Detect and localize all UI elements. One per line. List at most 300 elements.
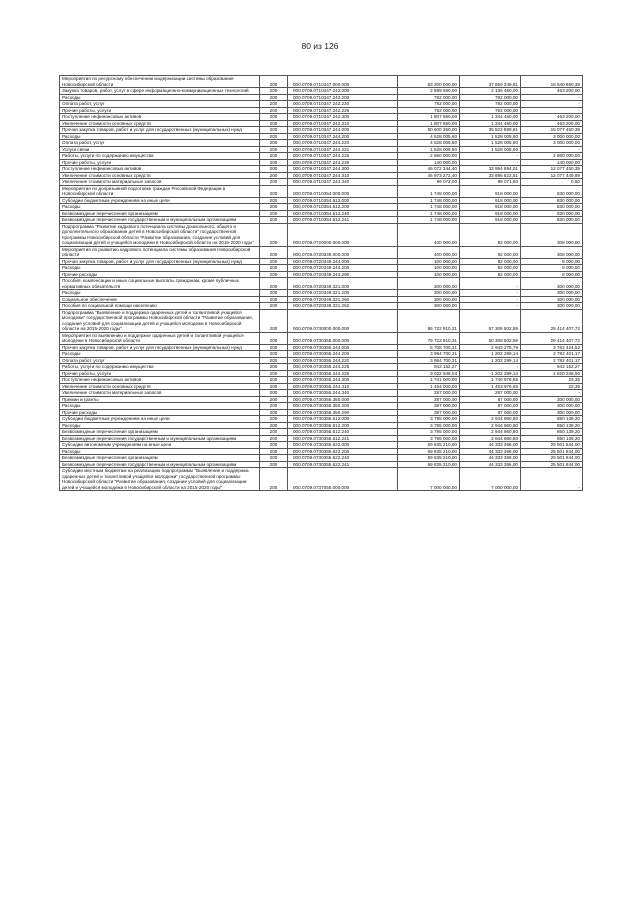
- row-approved-cell: 1 741 000,00: [398, 377, 460, 384]
- row-unexecuted-cell: 2 860 000,00: [521, 153, 583, 160]
- row-approved-cell: 79 722 910,31: [398, 332, 460, 344]
- row-classification-code-cell: 000.0709.0730355.244.220: [288, 357, 398, 364]
- row-classification-code-cell: 000.0709.0720349.321.200: [288, 290, 398, 297]
- row-classification-code-cell: 000.0709.0720000.000.000: [288, 223, 398, 246]
- row-name-cell: Расходы: [60, 204, 260, 211]
- row-classification-code-cell: 000.0709.0730355.244.340: [288, 390, 398, 397]
- row-name-cell: Безвозмездные перечисления государственным и муниципальным организациям: [60, 435, 260, 442]
- table-row: [60, 442, 583, 449]
- row-approved-cell: 69 835 210,00: [398, 455, 460, 462]
- row-executed-cell: 1 740 976,65: [460, 377, 521, 384]
- row-executed-cell: 918 000,00: [460, 197, 521, 204]
- row-classification-code-cell: 000.0709.0710354.612.241: [288, 217, 398, 224]
- table-row: [60, 76, 583, 88]
- row-line-code-cell: 200: [260, 172, 288, 179]
- table-row: [60, 172, 583, 179]
- table-row: [60, 383, 583, 390]
- row-unexecuted-cell: 23,35: [521, 383, 583, 390]
- row-approved-cell: 69 835 210,00: [398, 442, 460, 449]
- row-classification-code-cell: 000.0709.0710347.000.000: [288, 76, 398, 88]
- row-line-code-cell: 200: [260, 435, 288, 442]
- row-executed-cell: 44 333 366,00: [460, 448, 521, 455]
- row-executed-cell: 1 344 450,00: [460, 120, 521, 127]
- row-executed-cell: 33 895 822,51: [460, 172, 521, 179]
- row-name-cell: Мероприятия по выявлению и поддержке одаренных детей и талантливой учащейся молодежи в Новосибирской области: [60, 332, 260, 344]
- row-name-cell: Подпрограмма "Развитие кадрового потенциала системы дошкольного, общего и дополнительного образования детей в Новосибирской области" государственной программы Новосибирской области "Развитие образования, создание условий для социализации детей и учащейся молодежи в Новосибирской области на 2015-2020 годы": [60, 223, 260, 246]
- row-approved-cell: 4 528 005,60: [398, 133, 460, 140]
- row-unexecuted-cell: 300 000,00: [521, 303, 583, 310]
- table-row: [60, 455, 583, 462]
- row-line-code-cell: 200: [260, 246, 288, 258]
- row-approved-cell: 53 200 000,00: [398, 76, 460, 88]
- row-unexecuted-cell: 15 540 650,39: [521, 76, 583, 88]
- row-line-code-cell: 200: [260, 278, 288, 290]
- row-line-code-cell: 200: [260, 296, 288, 303]
- row-executed-cell: -: [460, 303, 521, 310]
- row-classification-code-cell: 000.0709.0720349.321.262: [288, 303, 398, 310]
- row-name-cell: Субсидии бюджетным учреждениям на иные цели: [60, 197, 260, 204]
- row-executed-cell: 35 522 899,61: [460, 127, 521, 134]
- row-approved-cell: 300 000,00: [398, 296, 460, 303]
- row-classification-code-cell: 000.0709.0710347.242.220: [288, 101, 398, 108]
- row-line-code-cell: 200: [260, 88, 288, 95]
- row-classification-code-cell: 000.0709.0710347.244.220: [288, 140, 398, 147]
- row-line-code-cell: 200: [260, 204, 288, 211]
- row-unexecuted-cell: 300 000,00: [521, 296, 583, 303]
- row-approved-cell: 86 722 910,31: [398, 309, 460, 332]
- row-unexecuted-cell: 29 414 407,72: [521, 332, 583, 344]
- row-line-code-cell: 200: [260, 383, 288, 390]
- row-classification-code-cell: 000.0709.0730355.612.000: [288, 416, 398, 423]
- row-executed-cell: -: [460, 290, 521, 297]
- row-name-cell: Прочие работы, услуги: [60, 107, 260, 114]
- row-classification-code-cell: 000.0709.0730355.622.200: [288, 448, 398, 455]
- row-classification-code-cell: 000.0709.0720349.000.000: [288, 246, 398, 258]
- row-line-code-cell: 200: [260, 370, 288, 377]
- table-row: [60, 114, 583, 121]
- row-approved-cell: 5 705 700,31: [398, 344, 460, 351]
- row-approved-cell: 792 000,00: [398, 101, 460, 108]
- row-name-cell: Прочая закупка товаров, работ и услуг для государственных (муниципальных) нужд: [60, 344, 260, 351]
- row-classification-code-cell: 000.0709.0710347.244.300: [288, 166, 398, 173]
- row-line-code-cell: 200: [260, 179, 288, 186]
- row-line-code-cell: 200: [260, 422, 288, 429]
- row-name-cell: Субсидии автономным учреждениям на иные цели: [60, 442, 260, 449]
- row-classification-code-cell: 000.0709.0710354.612.200: [288, 204, 398, 211]
- row-executed-cell: -: [460, 153, 521, 160]
- table-row: [60, 127, 583, 134]
- row-name-cell: Премии и гранты: [60, 396, 260, 403]
- table-row: [60, 429, 583, 436]
- row-approved-cell: 100 000,00: [398, 271, 460, 278]
- row-classification-code-cell: 000.0709.0710347.242.300: [288, 114, 398, 121]
- row-unexecuted-cell: 308 000,00: [521, 246, 583, 258]
- row-unexecuted-cell: 830 000,00: [521, 217, 583, 224]
- table-row: [60, 88, 583, 95]
- row-classification-code-cell: 000.0709.0730355.350.290: [288, 409, 398, 416]
- row-executed-cell: 1 453 976,65: [460, 383, 521, 390]
- table-row: [60, 166, 583, 173]
- row-name-cell: Мероприятия по развитию кадрового потенциала системы образования Новосибирской области: [60, 246, 260, 258]
- table-row: [60, 377, 583, 384]
- table-row: [60, 223, 583, 246]
- row-classification-code-cell: 000.0709.0710347.244.000: [288, 127, 398, 134]
- row-unexecuted-cell: 23,35: [521, 377, 583, 384]
- table-row: [60, 246, 583, 258]
- row-line-code-cell: 200: [260, 127, 288, 134]
- row-classification-code-cell: 000.0709.0730355.612.241: [288, 435, 398, 442]
- row-executed-cell: 1 528 005,60: [460, 146, 521, 153]
- table-row: [60, 120, 583, 127]
- row-executed-cell: 92 000,00: [460, 223, 521, 246]
- table-row: [60, 468, 583, 491]
- row-unexecuted-cell: 25 501 844,00: [521, 442, 583, 449]
- row-name-cell: Прочие расходы: [60, 271, 260, 278]
- table-row: [60, 332, 583, 344]
- row-unexecuted-cell: 300 000,00: [521, 409, 583, 416]
- row-line-code-cell: 200: [260, 344, 288, 351]
- row-line-code-cell: 200: [260, 133, 288, 140]
- row-unexecuted-cell: 0,50: [521, 179, 583, 186]
- row-unexecuted-cell: 8 000,00: [521, 271, 583, 278]
- table-row: [60, 344, 583, 351]
- row-approved-cell: 3 984 700,31: [398, 351, 460, 358]
- row-approved-cell: 300 000,00: [398, 278, 460, 290]
- row-unexecuted-cell: 3 000 000,00: [521, 133, 583, 140]
- row-name-cell: Оплата работ, услуг: [60, 140, 260, 147]
- row-line-code-cell: 200: [260, 461, 288, 468]
- row-line-code-cell: 200: [260, 390, 288, 397]
- row-unexecuted-cell: -: [521, 146, 583, 153]
- row-executed-cell: 792 000,00: [460, 107, 521, 114]
- row-executed-cell: 92 000,00: [460, 271, 521, 278]
- row-unexecuted-cell: 15 077 450,39: [521, 127, 583, 134]
- row-unexecuted-cell: 850 139,20: [521, 435, 583, 442]
- row-line-code-cell: 200: [260, 448, 288, 455]
- row-unexecuted-cell: 8 000,00: [521, 265, 583, 272]
- row-executed-cell: 2 136 450,00: [460, 88, 521, 95]
- row-name-cell: Услуги связи: [60, 146, 260, 153]
- row-unexecuted-cell: 2 762 424,52: [521, 344, 583, 351]
- row-executed-cell: 2 943 275,79: [460, 344, 521, 351]
- row-line-code-cell: 200: [260, 101, 288, 108]
- row-name-cell: Увеличение стоимости материальных запасов: [60, 179, 260, 186]
- row-executed-cell: 1 202 299,14: [460, 351, 521, 358]
- row-approved-cell: 792 000,00: [398, 107, 460, 114]
- row-executed-cell: 87 000,00: [460, 396, 521, 403]
- row-approved-cell: 400 000,00: [398, 246, 460, 258]
- row-approved-cell: 387 000,00: [398, 409, 460, 416]
- row-unexecuted-cell: 308 000,00: [521, 223, 583, 246]
- row-line-code-cell: 200: [260, 309, 288, 332]
- table-row: [60, 416, 583, 423]
- row-executed-cell: 2 944 860,80: [460, 422, 521, 429]
- row-name-cell: Расходы: [60, 290, 260, 297]
- row-line-code-cell: 200: [260, 120, 288, 127]
- row-executed-cell: 287 000,00: [460, 390, 521, 397]
- row-executed-cell: -: [460, 278, 521, 290]
- row-line-code-cell: 200: [260, 217, 288, 224]
- row-name-cell: Расходы: [60, 133, 260, 140]
- table-row: [60, 217, 583, 224]
- row-executed-cell: 918 000,00: [460, 204, 521, 211]
- row-name-cell: Расходы: [60, 351, 260, 358]
- row-approved-cell: 7 000 000,00: [398, 468, 460, 491]
- row-unexecuted-cell: 463 200,00: [521, 120, 583, 127]
- row-executed-cell: 1 202 299,14: [460, 357, 521, 364]
- row-executed-cell: 2 944 860,80: [460, 429, 521, 436]
- row-classification-code-cell: 000.0709.0730355.612.200: [288, 422, 398, 429]
- row-classification-code-cell: 000.0709.0710347.242.310: [288, 120, 398, 127]
- row-line-code-cell: 200: [260, 197, 288, 204]
- row-executed-cell: 918 000,00: [460, 217, 521, 224]
- row-executed-cell: 33 994 894,01: [460, 166, 521, 173]
- row-line-code-cell: 200: [260, 94, 288, 101]
- row-approved-cell: 400 000,00: [398, 223, 460, 246]
- row-approved-cell: 99 072,00: [398, 179, 460, 186]
- row-executed-cell: 1 202 299,14: [460, 370, 521, 377]
- row-name-cell: Безвозмездные перечисления государственным и муниципальным организациям: [60, 461, 260, 468]
- row-classification-code-cell: 000.0709.0710354.612.000: [288, 197, 398, 204]
- row-name-cell: Расходы: [60, 448, 260, 455]
- row-unexecuted-cell: 830 000,00: [521, 210, 583, 217]
- row-name-cell: Безвозмездные перечисления государственным и муниципальным организациям: [60, 217, 260, 224]
- row-name-cell: Расходы: [60, 94, 260, 101]
- row-name-cell: Оплата работ, услуг: [60, 101, 260, 108]
- row-line-code-cell: 200: [260, 146, 288, 153]
- row-approved-cell: 140 000,00: [398, 159, 460, 166]
- row-classification-code-cell: 000.0709.0730355.622.240: [288, 455, 398, 462]
- row-unexecuted-cell: 850 139,20: [521, 416, 583, 423]
- row-classification-code-cell: 000.0709.0720349.321.000: [288, 278, 398, 290]
- row-unexecuted-cell: -: [521, 468, 583, 491]
- row-approved-cell: 100 000,00: [398, 265, 460, 272]
- row-classification-code-cell: 000.0709.0710347.244.225: [288, 153, 398, 160]
- row-unexecuted-cell: 300 000,00: [521, 278, 583, 290]
- row-unexecuted-cell: 300 000,00: [521, 396, 583, 403]
- row-name-cell: Прочие работы, услуги: [60, 159, 260, 166]
- row-unexecuted-cell: -: [521, 101, 583, 108]
- row-line-code-cell: 200: [260, 403, 288, 410]
- row-line-code-cell: 200: [260, 416, 288, 423]
- row-approved-cell: 1 748 000,00: [398, 217, 460, 224]
- row-approved-cell: 1 807 650,00: [398, 114, 460, 121]
- row-name-cell: Увеличение стоимости основных средств: [60, 383, 260, 390]
- table-row: [60, 461, 583, 468]
- row-executed-cell: 57 308 502,59: [460, 309, 521, 332]
- row-line-code-cell: 200: [260, 159, 288, 166]
- row-name-cell: Социальное обеспечение: [60, 296, 260, 303]
- row-unexecuted-cell: 1 820 248,90: [521, 370, 583, 377]
- row-unexecuted-cell: 25 501 844,00: [521, 455, 583, 462]
- row-approved-cell: 1 528 005,60: [398, 146, 460, 153]
- row-executed-cell: 87 000,00: [460, 403, 521, 410]
- row-line-code-cell: 200: [260, 265, 288, 272]
- row-classification-code-cell: 000.0709.0720349.321.260: [288, 296, 398, 303]
- row-approved-cell: 1 748 000,00: [398, 197, 460, 204]
- row-classification-code-cell: 000.0709.0710354.612.240: [288, 210, 398, 217]
- row-unexecuted-cell: 25 501 844,00: [521, 448, 583, 455]
- row-approved-cell: 46 072 344,40: [398, 166, 460, 173]
- row-line-code-cell: 200: [260, 185, 288, 197]
- row-executed-cell: 50 308 502,59: [460, 332, 521, 344]
- row-executed-cell: 2 944 860,80: [460, 416, 521, 423]
- row-line-code-cell: 200: [260, 303, 288, 310]
- row-classification-code-cell: 000.0709.0730355.612.240: [288, 429, 398, 436]
- row-classification-code-cell: 000.0709.0710347.244.221: [288, 146, 398, 153]
- row-name-cell: Безвозмездные перечисления организациям: [60, 210, 260, 217]
- row-name-cell: Мероприятия по допризывной подготовке граждан Российской Федерации в Новосибирской области: [60, 185, 260, 197]
- row-approved-cell: 100 000,00: [398, 258, 460, 265]
- row-name-cell: Увеличение стоимости основных средств: [60, 120, 260, 127]
- row-name-cell: Субсидии бюджетным учреждениям на иные цели: [60, 416, 260, 423]
- budget-table-body: [60, 76, 583, 491]
- row-classification-code-cell: 000.0709.0737055.000.000: [288, 468, 398, 491]
- row-line-code-cell: 200: [260, 76, 288, 88]
- row-classification-code-cell: 000.0709.0720349.244.000: [288, 258, 398, 265]
- row-classification-code-cell: 000.0709.0710347.244.340: [288, 179, 398, 186]
- row-line-code-cell: 200: [260, 357, 288, 364]
- table-row: [60, 210, 583, 217]
- row-approved-cell: 3 984 700,31: [398, 357, 460, 364]
- row-classification-code-cell: 000.0709.0730355.244.225: [288, 364, 398, 371]
- row-unexecuted-cell: 3 000 000,00: [521, 140, 583, 147]
- row-name-cell: Оплата работ, услуг: [60, 357, 260, 364]
- row-approved-cell: 300 000,00: [398, 290, 460, 297]
- row-approved-cell: 50 600 350,00: [398, 127, 460, 134]
- row-name-cell: Подпрограмма "Выявление и поддержка одаренных детей и талантливой учащейся молодежи" государственной программы Новосибирской области "Развитие образования, создание условий для социализации детей и учащейся молодежи в Новосибирской области на 2015-2020 годы": [60, 309, 260, 332]
- budget-table: [59, 75, 583, 491]
- row-executed-cell: 7 000 000,00: [460, 468, 521, 491]
- row-name-cell: Закупка товаров, работ, услуг в сфере информационно-коммуникационных технологий: [60, 88, 260, 95]
- row-name-cell: Расходы: [60, 265, 260, 272]
- row-approved-cell: 1 748 000,00: [398, 204, 460, 211]
- row-executed-cell: 1 344 450,00: [460, 114, 521, 121]
- row-approved-cell: 3 795 000,00: [398, 435, 460, 442]
- row-executed-cell: -: [460, 296, 521, 303]
- row-unexecuted-cell: 463 200,00: [521, 114, 583, 121]
- table-row: [60, 179, 583, 186]
- row-unexecuted-cell: 2 782 401,17: [521, 357, 583, 364]
- row-line-code-cell: 200: [260, 332, 288, 344]
- row-executed-cell: 792 000,00: [460, 101, 521, 108]
- row-executed-cell: 2 944 860,80: [460, 435, 521, 442]
- row-classification-code-cell: 000.0709.0730355.244.310: [288, 383, 398, 390]
- row-approved-cell: 792 000,00: [398, 94, 460, 101]
- table-row: [60, 185, 583, 197]
- row-approved-cell: 2 860 000,00: [398, 153, 460, 160]
- row-name-cell: Работы, услуги по содержанию имущества: [60, 153, 260, 160]
- row-line-code-cell: 200: [260, 377, 288, 384]
- row-classification-code-cell: 000.0709.0730355.244.300: [288, 377, 398, 384]
- row-unexecuted-cell: 850 139,20: [521, 422, 583, 429]
- row-name-cell: Работы, услуги по содержанию имущества: [60, 364, 260, 371]
- row-line-code-cell: 200: [260, 153, 288, 160]
- row-classification-code-cell: 000.0709.0720349.244.290: [288, 271, 398, 278]
- row-name-cell: Расходы: [60, 422, 260, 429]
- row-executed-cell: 44 333 366,00: [460, 461, 521, 468]
- row-approved-cell: 3 795 000,00: [398, 422, 460, 429]
- row-classification-code-cell: 000.0709.0730355.350.000: [288, 396, 398, 403]
- row-classification-code-cell: 000.0709.0730355.244.000: [288, 344, 398, 351]
- row-line-code-cell: 200: [260, 429, 288, 436]
- row-line-code-cell: 200: [260, 364, 288, 371]
- table-row: [60, 258, 583, 265]
- row-line-code-cell: 200: [260, 107, 288, 114]
- row-name-cell: Пособия, компенсации и иные социальные выплаты гражданам, кроме публичных нормативных обязательств: [60, 278, 260, 290]
- row-executed-cell: 918 000,00: [460, 210, 521, 217]
- row-approved-cell: 69 835 210,00: [398, 461, 460, 468]
- table-row: [60, 197, 583, 204]
- row-classification-code-cell: 000.0709.0730000.000.000: [288, 309, 398, 332]
- row-executed-cell: 44 333 366,00: [460, 442, 521, 449]
- row-approved-cell: 2 599 650,00: [398, 88, 460, 95]
- row-unexecuted-cell: 830 000,00: [521, 197, 583, 204]
- page-number: 80 из 126: [301, 41, 339, 51]
- row-executed-cell: 99 071,50: [460, 179, 521, 186]
- row-name-cell: Безвозмездные перечисления организациям: [60, 455, 260, 462]
- row-line-code-cell: 200: [260, 455, 288, 462]
- row-approved-cell: 3 795 000,00: [398, 429, 460, 436]
- row-executed-cell: 44 333 366,00: [460, 455, 521, 462]
- row-name-cell: Мероприятия по ресурсному обеспечению модернизации системы образования Новосибирской области: [60, 76, 260, 88]
- row-approved-cell: 1 748 000,00: [398, 185, 460, 197]
- row-classification-code-cell: 000.0709.0720349.244.200: [288, 265, 398, 272]
- row-name-cell: Увеличение стоимости основных средств: [60, 172, 260, 179]
- row-name-cell: Поступление нефинансовых активов: [60, 114, 260, 121]
- row-approved-cell: 942 152,27: [398, 364, 460, 371]
- row-executed-cell: 1 528 005,60: [460, 133, 521, 140]
- row-approved-cell: 69 835 210,00: [398, 448, 460, 455]
- row-name-cell: Прочая закупка товаров, работ и услуг для государственных (муниципальных) нужд: [60, 127, 260, 134]
- row-classification-code-cell: 000.0709.0730355.622.000: [288, 442, 398, 449]
- row-name-cell: Поступление нефинансовых активов: [60, 377, 260, 384]
- row-name-cell: Прочие работы, услуги: [60, 370, 260, 377]
- row-name-cell: Увеличение стоимости материальных запасов: [60, 390, 260, 397]
- row-name-cell: Прочая закупка товаров, работ и услуг для государственных (муниципальных) нужд: [60, 258, 260, 265]
- row-unexecuted-cell: 463 200,00: [521, 88, 583, 95]
- row-unexecuted-cell: -: [521, 107, 583, 114]
- row-name-cell: Прочие расходы: [60, 409, 260, 416]
- row-classification-code-cell: 000.0709.0730355.350.200: [288, 403, 398, 410]
- row-executed-cell: -: [460, 159, 521, 166]
- row-unexecuted-cell: 12 077 449,89: [521, 172, 583, 179]
- row-line-code-cell: 200: [260, 396, 288, 403]
- row-approved-cell: 287 000,00: [398, 390, 460, 397]
- row-unexecuted-cell: 300 000,00: [521, 290, 583, 297]
- row-classification-code-cell: 000.0709.0710354.000.000: [288, 185, 398, 197]
- row-classification-code-cell: 000.0709.0710347.242.000: [288, 88, 398, 95]
- row-classification-code-cell: 000.0709.0730355.244.200: [288, 351, 398, 358]
- row-classification-code-cell: 000.0709.0710347.242.226: [288, 107, 398, 114]
- row-line-code-cell: 200: [260, 114, 288, 121]
- row-executed-cell: 87 000,00: [460, 409, 521, 416]
- row-line-code-cell: 200: [260, 210, 288, 217]
- row-classification-code-cell: 000.0709.0730355.244.226: [288, 370, 398, 377]
- row-line-code-cell: 200: [260, 442, 288, 449]
- row-classification-code-cell: 000.0709.0710347.244.200: [288, 133, 398, 140]
- row-approved-cell: 387 000,00: [398, 403, 460, 410]
- row-unexecuted-cell: 2 782 401,17: [521, 351, 583, 358]
- row-executed-cell: 92 000,00: [460, 258, 521, 265]
- row-unexecuted-cell: 12 077 450,39: [521, 166, 583, 173]
- row-unexecuted-cell: 830 000,00: [521, 204, 583, 211]
- row-executed-cell: -: [460, 364, 521, 371]
- row-executed-cell: 792 000,00: [460, 94, 521, 101]
- row-name-cell: Безвозмездные перечисления организациям: [60, 429, 260, 436]
- row-name-cell: Субсидии местным бюджетам на реализацию подпрограммы "Выявление и поддержка одаренных детей и талантливой учащейся молодежи" государственной программы Новосибирской области "Развитие образования, создание условий для социализации детей и учащейся молодежи в Новосибирской области на 2015-2020 годы": [60, 468, 260, 491]
- row-name-cell: Расходы: [60, 403, 260, 410]
